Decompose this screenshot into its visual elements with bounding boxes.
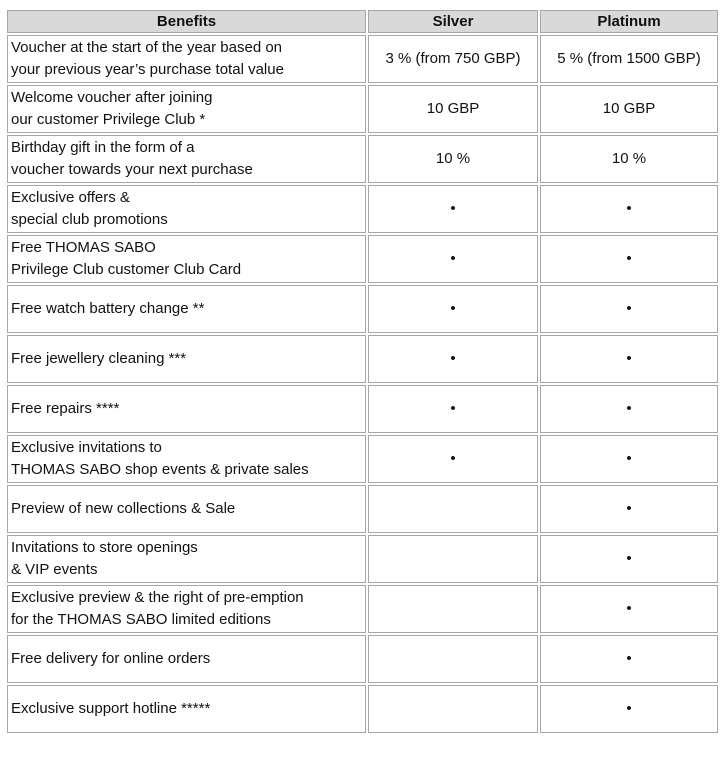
silver-value-text: 3 % (from 750 GBP) [385, 50, 521, 67]
benefit-label-line: Exclusive preview & the right of pre-emption [11, 589, 304, 606]
silver-value [368, 185, 538, 233]
silver-value [368, 135, 538, 183]
benefit-label-line: Free jewellery cleaning *** [11, 350, 187, 367]
platinum-bullet-icon: • [626, 300, 632, 317]
benefit-label [7, 235, 366, 283]
benefit-label [7, 35, 366, 83]
benefit-label-line: Birthday gift in the form of a [11, 139, 195, 156]
platinum-value [540, 585, 718, 633]
benefit-label-line: special club promotions [11, 211, 168, 228]
table-row [7, 335, 718, 383]
silver-value [368, 585, 538, 633]
platinum-value [540, 635, 718, 683]
benefit-label [7, 335, 366, 383]
platinum-bullet-icon: • [626, 650, 632, 667]
header-row [7, 10, 718, 33]
platinum-bullet-icon: • [626, 550, 632, 567]
platinum-bullet-icon: • [626, 600, 632, 617]
table-row [7, 585, 718, 633]
benefit-label-line: Free watch battery change ** [11, 300, 205, 317]
platinum-value [540, 185, 718, 233]
benefit-label-line: & VIP events [11, 561, 98, 578]
platinum-value [540, 535, 718, 583]
silver-value [368, 335, 538, 383]
platinum-bullet-icon: • [626, 200, 632, 217]
platinum-bullet-icon: • [626, 450, 632, 467]
header-platinum: Platinum [540, 10, 718, 33]
silver-value [368, 35, 538, 83]
table-row [7, 385, 718, 433]
silver-value [368, 435, 538, 483]
silver-bullet-icon: • [450, 400, 456, 417]
table-row [7, 135, 718, 183]
benefit-label [7, 685, 366, 733]
benefit-label-line: Exclusive invitations to [11, 439, 162, 456]
silver-value [368, 285, 538, 333]
silver-bullet-icon: • [450, 350, 456, 367]
benefit-label [7, 585, 366, 633]
benefit-label [7, 85, 366, 133]
platinum-value-text: 10 GBP [602, 100, 656, 117]
benefit-label-line: voucher towards your next purchase [11, 161, 253, 178]
silver-bullet-icon: • [450, 450, 456, 467]
table-row [7, 485, 718, 533]
silver-value [368, 635, 538, 683]
platinum-bullet-icon: • [626, 500, 632, 517]
platinum-value [540, 235, 718, 283]
table-row [7, 85, 718, 133]
platinum-value [540, 685, 718, 733]
benefit-label [7, 535, 366, 583]
table-row [7, 285, 718, 333]
silver-value [368, 385, 538, 433]
benefit-label-line: Free THOMAS SABO [11, 239, 156, 256]
benefit-label-line: Invitations to store openings [11, 539, 198, 556]
platinum-value [540, 85, 718, 133]
benefit-label-line: Exclusive support hotline ***** [11, 700, 211, 717]
platinum-bullet-icon: • [626, 700, 632, 717]
benefit-label [7, 135, 366, 183]
silver-value-text: 10 % [435, 150, 471, 167]
silver-bullet-icon: • [450, 300, 456, 317]
table-row [7, 435, 718, 483]
platinum-value [540, 435, 718, 483]
platinum-bullet-icon: • [626, 400, 632, 417]
silver-value [368, 485, 538, 533]
benefit-label-line: Preview of new collections & Sale [11, 500, 236, 517]
table-row [7, 35, 718, 83]
silver-value [368, 235, 538, 283]
silver-value [368, 85, 538, 133]
platinum-bullet-icon: • [626, 250, 632, 267]
silver-value [368, 685, 538, 733]
benefit-label [7, 635, 366, 683]
benefit-label [7, 385, 366, 433]
platinum-value [540, 485, 718, 533]
benefit-label-line: for the THOMAS SABO limited editions [11, 611, 271, 628]
platinum-bullet-icon: • [626, 350, 632, 367]
table-row [7, 535, 718, 583]
benefit-label-line: Free repairs **** [11, 400, 120, 417]
benefit-label-line: our customer Privilege Club * [11, 111, 206, 128]
platinum-value [540, 285, 718, 333]
benefit-label-line: Free delivery for online orders [11, 650, 211, 667]
platinum-value-text: 10 % [611, 150, 647, 167]
silver-value [368, 535, 538, 583]
header-silver: Silver [368, 10, 538, 33]
platinum-value [540, 135, 718, 183]
header-benefits: Benefits [7, 10, 366, 33]
benefit-label-line: Voucher at the start of the year based on [11, 39, 283, 56]
benefit-label [7, 285, 366, 333]
silver-bullet-icon: • [450, 250, 456, 267]
benefit-label [7, 435, 366, 483]
silver-bullet-icon: • [450, 200, 456, 217]
table-row [7, 235, 718, 283]
benefit-label-line: THOMAS SABO shop events & private sales [11, 461, 309, 478]
platinum-value [540, 335, 718, 383]
benefits-rows [7, 35, 718, 733]
silver-value-text: 10 GBP [426, 100, 480, 117]
benefit-label-line: Privilege Club customer Club Card [11, 261, 242, 278]
benefit-label-line: Exclusive offers & [11, 189, 130, 206]
platinum-value [540, 35, 718, 83]
benefit-label [7, 485, 366, 533]
table-row [7, 185, 718, 233]
table-row [7, 635, 718, 683]
benefit-label-line: your previous year’s purchase total value [11, 61, 284, 78]
benefit-label-line: Welcome voucher after joining [11, 89, 213, 106]
platinum-value [540, 385, 718, 433]
platinum-value-text: 5 % (from 1500 GBP) [557, 50, 701, 67]
table-row [7, 685, 718, 733]
benefit-label [7, 185, 366, 233]
benefits-table [5, 8, 720, 735]
